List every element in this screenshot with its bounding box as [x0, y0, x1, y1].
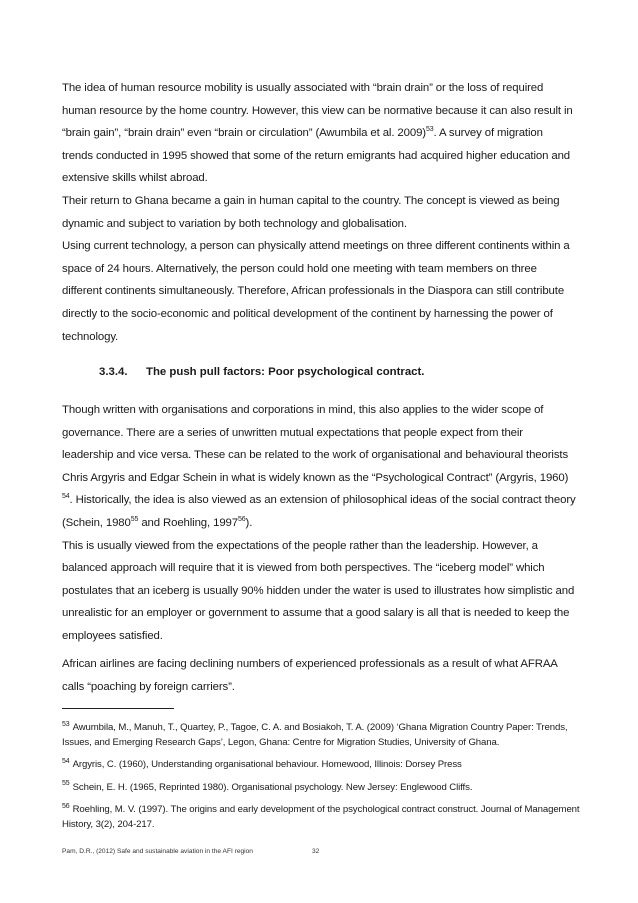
section-number: 3.3.4. — [99, 366, 128, 378]
paragraph-african-airlines: African airlines are facing declining numbers of experienced professionals as a result of what AFRAA calls “poaching by foreign carriers”. — [62, 658, 558, 693]
paragraph-iceberg-model: This is usually viewed from the expectations of the people rather than the leadership. However, a balanced approach will require that it is viewed from both perspectives. The “iceberg model” which postulates that an iceberg is usually 90% hidden under the water is used to illustrates how simplistic and unrealistic for an employer or government to assume that a good salary is all that is needed to keep the employees satisfied. — [62, 539, 575, 642]
page-number: 32 — [312, 848, 320, 855]
paragraph-psychological-contract: Though written with organisations and corporations in mind, this also applies to the wider scope of governance. There are a series of unwritten mutual expectations that people expect from their leadership and vice versa. These can be related to the work of organisational and behavioural theorists Chris Argyris and Edgar Schein in what is widely known as the “Psychological Contract” (Argyris, 1960) $^{54}$. Historically, the idea is also viewed as an extension of philosophical ideas of the social contract theory (Schein, 1980$^{55}$ and Roehling, 1997$^{56}$). — [62, 404, 576, 529]
footnote-ref-56[interactable]: 56 — [237, 516, 246, 524]
footnote-54: $^{54}$ Argyris, C. (1960), Understanding organisational behaviour. Homewood, Illinois: Dorsey Press — [62, 758, 462, 771]
footnotes — [62, 720, 582, 832]
body-section-3 — [62, 653, 576, 698]
paragraph-brain-drain: The idea of human resource mobility is usually associated with “brain drain” or the loss of required human resource by the home country. However, this view can be normative because it can also result in “brain gain”, “brain drain” even “brain or circulation” (Awumbila et al. 2009)$^{53}$. A survey of migration trends conducted in 1995 showed that some of the return emigrants had acquired higher education and extensive skills whilst abroad. — [62, 82, 573, 185]
section-title: The push pull factors: Poor psychological contract. — [146, 366, 425, 378]
footnote-divider — [62, 708, 174, 709]
body-section-2 — [62, 399, 576, 648]
section-heading — [99, 366, 424, 378]
footnote-53: $^{53}$ Awumbila, M., Manuh, T., Quartey, P., Tagoe, C. A. and Bosiakoh, T. A. (2009) ‘Ghana Migration Country Paper: Trends, Issues, and Emerging Research Gaps’, Legon, Ghana: Centre for Migration Studies, University of Ghana. — [62, 720, 568, 749]
footnote-ref-54[interactable]: 54 — [62, 493, 70, 501]
footer-citation: Pam, D.R., (2012) Safe and sustainable aviation in the AFI region — [62, 848, 253, 855]
page-footer — [62, 848, 320, 855]
footnote-56: $^{56}$ Roehling, M. V. (1997). The origins and early development of the psychological contract construct. Journal of Management History, 3(2), 204-217. — [62, 802, 580, 831]
footnote-ref-55[interactable]: 55 — [130, 516, 139, 524]
paragraph-technology: Using current technology, a person can physically attend meetings on three different continents within a space of 24 hours. Alternatively, the person could hold one meeting with team members on three different continents simultaneously. Therefore, African professionals in the Diaspora can still contribute directly to the socio-economic and political development of the continent by harnessing the power of technology. — [62, 240, 570, 343]
footnote-ref-53[interactable]: 53 — [425, 126, 434, 134]
footnote-55: $^{55}$ Schein, E. H. (1965, Reprinted 1980). Organisational psychology. New Jersey: Englewood Cliffs. — [62, 780, 473, 793]
paragraph-return-ghana: Their return to Ghana became a gain in human capital to the country. The concept is viewed as being dynamic and subject to variation by both technology and globalisation. — [62, 194, 560, 230]
body-section-1 — [62, 77, 576, 348]
